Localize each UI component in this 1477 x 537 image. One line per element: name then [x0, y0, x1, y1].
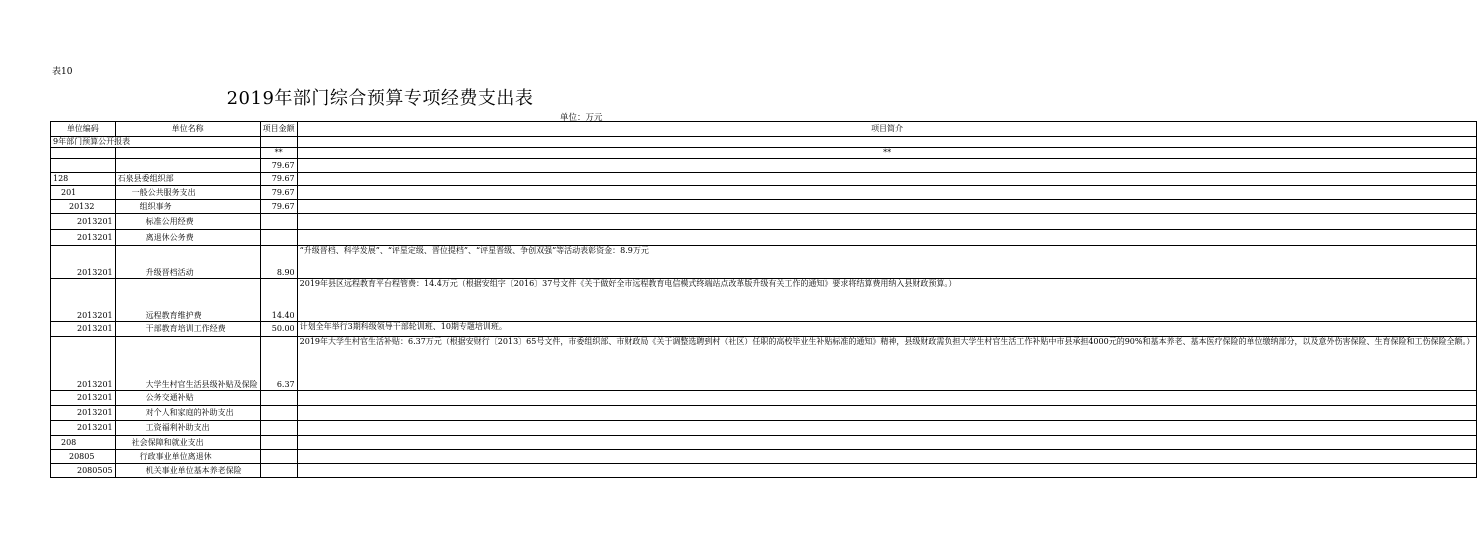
row-amount: 79.67 [260, 200, 297, 214]
row-code: 2013201 [51, 391, 116, 406]
row-description [297, 159, 1477, 173]
row-name: 干部教育培训工作经费 [115, 322, 260, 337]
header-amount: 项目金额 [260, 122, 297, 137]
row-code: 2013201 [51, 214, 116, 230]
row-amount: 6.37 [260, 337, 297, 391]
table-row [51, 173, 1477, 186]
row-description [297, 391, 1477, 406]
row-code: 2013201 [51, 230, 116, 246]
row-code: 20805 [51, 450, 116, 464]
row-description [297, 421, 1477, 436]
row-description: 计划全年举行3期科级领导干部轮训班、10期专题培训班。 [297, 322, 1477, 337]
row-code: 2080505 [51, 464, 116, 478]
row-amount [260, 391, 297, 406]
table-row [51, 421, 1477, 436]
row-name: 远程教育维护费 [115, 279, 260, 322]
row-description [297, 200, 1477, 214]
table-number: 表10 [52, 67, 73, 77]
row-amount: 50.00 [260, 322, 297, 337]
row-description: 2019年大学生村官生活补贴：6.37万元（根据安财行〔2013〕65号文件，市委组织部、市财政局《关于调整选聘到村（社区）任职的高校毕业生补贴标准的通知》精神，县级财政需负担大学生村官生活工作补贴中市县承担4000元的90%和基本养老、基本医疗保险的单位缴纳部分，以及意外伤害保险、生育保险和工伤保险全额。） [297, 337, 1477, 391]
row-description [297, 406, 1477, 421]
row-amount [260, 137, 297, 148]
table-header-row [51, 122, 1477, 137]
row-description: ** [297, 148, 1477, 159]
page-title: 2019年部门综合预算专项经费支出表 [226, 88, 534, 109]
row-description [297, 230, 1477, 246]
table-row [51, 337, 1477, 391]
table-row [51, 148, 1477, 159]
row-amount [260, 214, 297, 230]
row-amount [260, 464, 297, 478]
header-unit-name: 单位名称 [115, 122, 260, 137]
table-row [51, 230, 1477, 246]
row-amount: 79.67 [260, 173, 297, 186]
budget-table [50, 121, 1477, 478]
row-description [297, 214, 1477, 230]
row-name: 一般公共服务支出 [115, 186, 260, 200]
row-name: 离退休公务费 [115, 230, 260, 246]
row-description: 2019年县区远程教育平台程管费：14.4万元（根据安组字〔2016〕37号文件《关于做好全市远程教育电信模式终端站点改革版升级有关工作的通知》要求将结算费用纳入县财政预算。） [297, 279, 1477, 322]
row-amount: ** [260, 148, 297, 159]
row-name: 社会保障和就业支出 [115, 436, 260, 450]
row-amount: 79.67 [260, 186, 297, 200]
row-amount: 14.40 [260, 279, 297, 322]
row-name: 对个人和家庭的补助支出 [115, 406, 260, 421]
row-name: 行政事业单位离退休 [115, 450, 260, 464]
row-code [51, 159, 116, 173]
row-code: 9年部门预算公开报表 [51, 137, 261, 148]
row-name [115, 148, 260, 159]
table-row [51, 391, 1477, 406]
row-name: 公务交通补贴 [115, 391, 260, 406]
row-name: 工资福利补助支出 [115, 421, 260, 436]
row-name: 标准公用经费 [115, 214, 260, 230]
table-row [51, 450, 1477, 464]
header-unit-code: 单位编码 [51, 122, 116, 137]
row-name: 大学生村官生活县级补贴及保险 [115, 337, 260, 391]
row-amount [260, 406, 297, 421]
row-amount: 79.67 [260, 159, 297, 173]
row-code: 20132 [51, 200, 116, 214]
header-description: 项目简介 [297, 122, 1477, 137]
table-row [51, 214, 1477, 230]
unit-label: 单位：万元 [560, 113, 603, 123]
row-amount [260, 230, 297, 246]
row-description [297, 186, 1477, 200]
table-row [51, 322, 1477, 337]
table-row [51, 436, 1477, 450]
row-name [115, 159, 260, 173]
row-description: “升级晋档、科学发展”、“评星定级、晋位提档”、“评星晋级、争创双强”等活动表彰资金：8.9万元 [297, 246, 1477, 279]
row-name: 升级晋档活动 [115, 246, 260, 279]
row-code: 2013201 [51, 406, 116, 421]
row-code: 2013201 [51, 421, 116, 436]
table-row [51, 406, 1477, 421]
row-code: 208 [51, 436, 116, 450]
row-description [297, 137, 1477, 148]
row-description [297, 450, 1477, 464]
row-code: 2013201 [51, 279, 116, 322]
row-code: 128 [51, 173, 116, 186]
row-name: 组织事务 [115, 200, 260, 214]
table-row [51, 186, 1477, 200]
row-code: 2013201 [51, 246, 116, 279]
row-name: 石泉县委组织部 [115, 173, 260, 186]
row-name: 机关事业单位基本养老保险 [115, 464, 260, 478]
row-code [51, 148, 116, 159]
table-row [51, 200, 1477, 214]
table-row [51, 279, 1477, 322]
row-description [297, 436, 1477, 450]
table-row [51, 137, 1477, 148]
row-amount [260, 421, 297, 436]
row-amount [260, 436, 297, 450]
table-row [51, 159, 1477, 173]
row-description [297, 464, 1477, 478]
row-amount [260, 450, 297, 464]
row-code: 201 [51, 186, 116, 200]
row-code: 2013201 [51, 322, 116, 337]
row-code: 2013201 [51, 337, 116, 391]
table-row [51, 246, 1477, 279]
row-description [297, 173, 1477, 186]
row-amount: 8.90 [260, 246, 297, 279]
table-row [51, 464, 1477, 478]
